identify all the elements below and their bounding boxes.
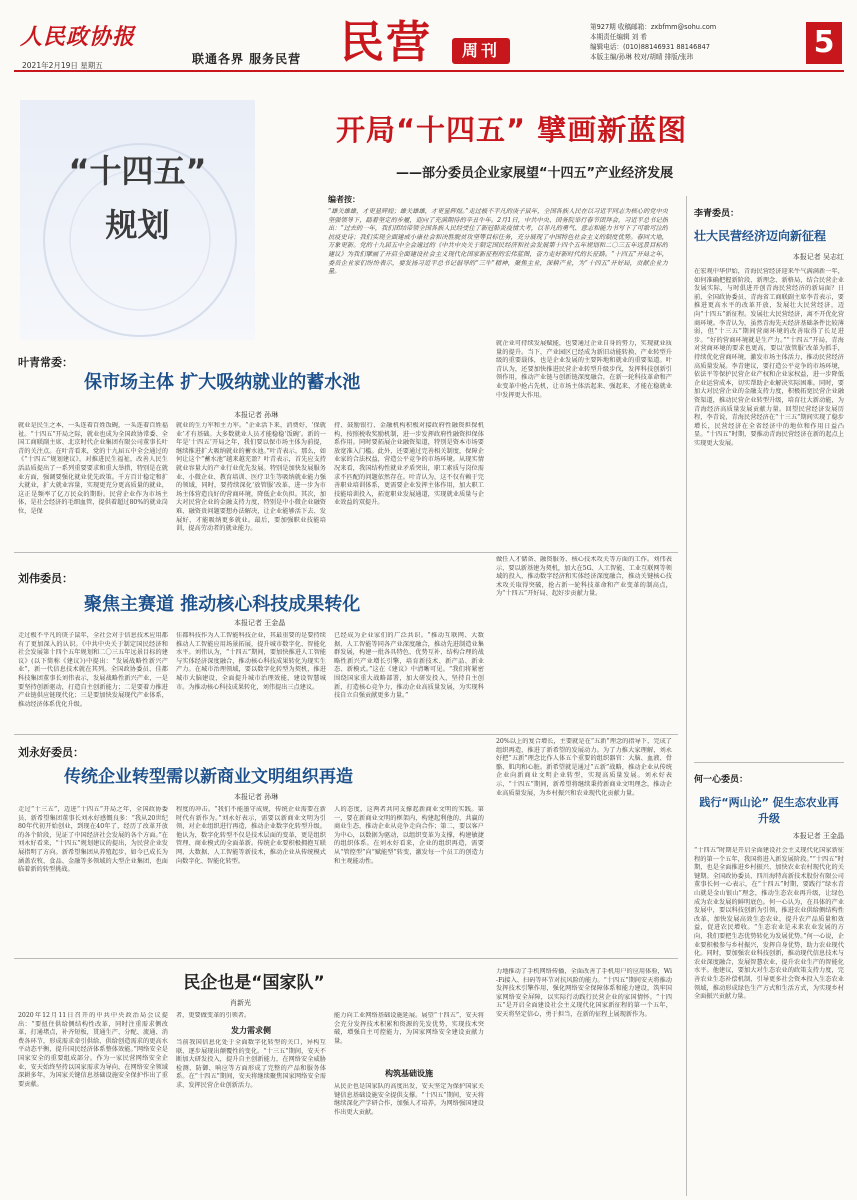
masthead-slogans: 联通各界 服务民营	[192, 52, 302, 66]
plan-box	[20, 100, 255, 340]
article-1-title: 保市场主体 扩大吸纳就业的蓄水池	[84, 372, 361, 393]
article-3-col2: 程度的冲击。“我们不能墨守成规，传统企业需要在新时代有新作为。”刘永好表示，需要以新商业文明为引领，对企业组织进行再造，推动企业数字化转型升级。他认为，数字化转型不仅是技术层面的变革，更是组织管理、商业模式的全面革新。传统企业要积极拥抱互联网、大数据、人工智能等新技术，推动企业从传统模式向数字化、智能化转型。	[176, 806, 326, 865]
masthead	[0, 0, 857, 92]
article-2-col2: 佳都科技作为人工智能科技企业，其最重要的是要持续推动人工智能应用场景拓展，提升城市数字化、智能化水平。刘伟认为，“十四五”期间，要加快推进人工智能与实体经济深度融合，推动核心科技成果转化为现实生产力。在城市治理领域，要以数字化转型为契机，推进城市大脑建设，全面提升城市治理效能，建设智慧城市。为推动核心科技成果转化，刘伟提出三点建议。	[176, 632, 326, 691]
article-1-col1: 就业是民生之本，一头连着百姓饭碗，一头连着百姓福祉。“十四五”开局之际，就业也成为全国政协常委、全国工商联副主席、北京时代企业集团有限公司董事长叶青的关注点。在叶青看来，党的十九届五中全会通过的《“十四五”规划建议》，对推进民生福祉，改善人民生活品质提出了一系列重要要求和重大举措，特别是在就业方面，强调要强化就业优先政策。千方百计稳定和扩大就业，扩大就业容量，实现更充分更高质量的就业，这正是频率了亿万民众的期盼。民营企业作为市场主体，是社会经济的毛细血管，提供着超过80%的就业岗位，是保	[18, 422, 168, 515]
right-article-1-title: 壮大民营经济迈向新征程	[694, 229, 827, 243]
article-3-col3: 人的态度，这两者共同支撑起新商业文明的实践。第一，要在新商业文明的框架内，构建起利他的、共赢的商业生态，推动企业从竞争走向合作；第二，要以客户为中心，以数据为驱动，以组织变革为支撑，构建敏捷的组织体系。在刘永好看来，企业的组织再造，需要从“管控型”向“赋能型”转变，激发每一个员工的创造力和主观能动性。	[334, 806, 484, 865]
issue-info-block	[590, 22, 790, 62]
section-badge	[452, 38, 510, 64]
right-article-2-tag: 何一心委员：	[694, 775, 749, 785]
article-1-col4: 就企业可持续发展赋能，也要通过企业自身的努力，实现就业质量的提升。当下，产业园区已经成为新旧动能转换、产业转型升级的重要载体，也是企业发展的主要阵地和就业的重要渠道。叶青认为，还要加快推进民营企业转型升级步伐，发挥科技创新引领作用，推动产业链与创新链深度融合，在新一轮科技革命和产业变革中抢占先机，让市场主体活起来、强起来，才能在稳就业中发挥更大作用。	[496, 340, 672, 399]
right-article-1-body: 在宏观中华伊始，青海民营经济迎来牛气满满新一年，如何准确把握新阶段、新理念、新格局，结合民营企业发展实际，与时俱进开创青海民营经济的新局面？日前，全国政协委员、青海省工商联副主席李青表示，要推进更高水平的改革开放，发展壮大民营经济，迈向“十四五”新征程。发展壮大民营经济，离不开优化营商环境。李青认为，虽然青海先天经济基础条件比较薄弱，但“十三五”期间营商环境的改善取得了长足进步。“好的营商环境就是生产力。”“十四五”开局，青海对营商环境的要求也更高，要以‘放管服’改革为抓手，持续优化营商环境，激发市场主体活力，推动民营经济高质量发展。李青建议，要打造公平竞争的市场环境，依法平等保护民营企业产权和企业家权益，进一步降低企业运营成本，切实帮助企业解决实际困难。同时，要加大对民营企业的金融支持力度，积极拓宽民营企业融资渠道，推动民营企业转型升级，培育壮大新动能，为青海经济高质量发展贡献力量。回望民营经济发展历程，李青说，青海民营经济在“十三五”期间实现了稳步增长，民营经济在全省经济中的地位和作用日益凸显。“十四五”时期，要推动青海民营经济在新的起点上实现更大发展。	[694, 268, 844, 447]
article-4-col2-lead: 者，更要做变革的引领者。	[176, 1012, 251, 1019]
article-4	[14, 960, 678, 1196]
right-article-2-title: 践行“两山论” 促生态农业再升级	[699, 796, 839, 825]
issue-info: 第927期 收稿邮箱：zxbfmm@sohu.com	[590, 23, 717, 31]
article-2	[14, 556, 678, 732]
article-4-col3-subhead: 构筑基础设施	[385, 1069, 433, 1078]
section-title: 民营	[340, 17, 432, 68]
article-2-col3: 已经成为企业家们的广泛共识。“推动互联网、大数据、人工智能等同各产业深度融合，推动先进制造业集群发展，构建一批各具特色、优势互补、结构合理的战略性新兴产业增长引擎，培育新技术、新产品、新业态、新模式。”这在《建议》中清晰可见。“我们将紧密围绕国家重大战略部署，加大研发投入，坚持自主创新，打造核心竞争力，推动企业高质量发展，为实现科技自立自强贡献更多力量。”	[334, 632, 484, 700]
paper-name: 人民政协报	[20, 24, 136, 50]
article-2-col1: 走过极不平凡的庚子鼠年，全社会对于信息技术应用都有了更加深入的认识。《中共中央关于制定国民经济和社会发展第十四个五年规划和二〇三五年远景目标的建议》(以下简称《建议》)中提出：“发展战略性新兴产业”，新一代信息技术就在其列。全国政协委员、佳都科技集团董事长刘伟表示，发展战略性新兴产业，一是要坚持创新驱动，打造自主创新能力；二是要着力推进产业链供应链现代化；三是要加快发展现代产业体系，推动经济体系优化升级。	[18, 632, 168, 708]
article-4-col4: 力地推动了手机网络传播，全面改善了手机用户的应用体验，Wi-Fi接入、扫码等环节对抗风险的能力。“十四五”期间安天将推动发挥技术引擎作用，强化网络安全保障体系和能力建设，筑牢国家网络安全屏障，以实际行动践行民营企业的家国情怀。“十四五”是开启全面建设社会主义现代化国家新征程的第一个五年，安天将坚定信心，勇于担当，在新的征程上展现新作为。	[496, 968, 672, 1018]
article-4-byline: 肖新光	[230, 999, 251, 1007]
plan-box-line2: 规划	[105, 206, 170, 244]
article-4-col3-lead: 能力向工业网络基础设施延展。展望“十四五”，安天将会充分发挥技术积累和资源的先发优势，实现技术突破，增强自主可控能力，为国家网络安全建设贡献力量。	[334, 1012, 484, 1045]
right-article-1-byline: 本报记者 吴志红	[792, 253, 844, 261]
article-1-byline: 本报记者 孙琳	[234, 411, 279, 419]
right-article-2	[694, 772, 844, 1192]
article-1-col3: 持、鼓励银行、金融机构积极对接政府性融资担保机构，按照税收奖励机制，进一步发挥政府性融资担保体系作用。同时要拓展企业融资渠道，特别是资本市场要放宽准入门槛。此外，还要通过完善相关制度，保障企业家的合法权益，营造公平竞争的市场环境。从现实情况来看，我国结构性就业矛盾突出，职工素质与岗位需求不匹配的问题依然存在。叶青认为，这不仅有赖于完善职业培训体系，更需要企业发挥主体作用，加大职工技能培训投入，拓宽职业发展通道，实现就业质量与企业效益的双提升。	[334, 422, 484, 507]
article-3	[14, 738, 678, 956]
sub-headline: ——部分委员企业家展望“十四五”产业经济发展	[396, 166, 674, 181]
article-2-col4: 做任人才储备、融资服务、核心技术攻关等方面的工作。刘伟表示，要以新基建为契机，加大在5G、人工智能、工业互联网等领域的投入，推动数字经济和实体经济深度融合，推动关键核心技术攻关取得突破，抢占新一轮科技革命和产业变革的制高点，为“十四五”开好局、起好步贡献力量。	[496, 556, 672, 598]
article-2-tag: 刘伟委员：	[18, 572, 73, 585]
right-article-2-byline: 本报记者 王金晶	[792, 832, 844, 840]
editor-note-label: 编者按：	[328, 195, 360, 204]
masthead-rule	[14, 70, 844, 72]
article-2-byline: 本报记者 王金晶	[234, 619, 286, 627]
issue-date: 2021年2月19日 星期五	[22, 61, 103, 70]
article-divider-2	[14, 734, 678, 735]
article-4-col2-wrap	[176, 1012, 326, 1192]
article-4-col2-subhead: 发力需求侧	[231, 1026, 271, 1035]
right-column-divider	[686, 196, 687, 1196]
article-3-col4: 20%以上的复合增长，主要就是在“五新”理念的指导下，完成了组织再造，推进了新希望的发展动力。为了力推大家理解，刘永好把“五新”理念比作人体五个重要的组织器官：大脑、血液、骨骼、肌肉和心脏。新希望就是通过“五新”战略，推动企业从传统企业向新商业文明企业转型，实现高质量发展。刘永好表示，“十四五”期间，新希望将继续秉持新商业文明理念，推动企业高质量发展，为乡村振兴和农业现代化贡献力量。	[496, 738, 672, 797]
article-1-col2: 就业的生力军和主力军。“企业活下来，消费好，‘保就业’才有基础。大多数就业人员才能稳稳‘饭碗’。新的一年是‘十四五’开局之年，我们要以保市场主体为前提，继续推进扩大吸纳就业的蓄水池。”叶青表示。那么，如何让这个“蓄水池”越来越充盈？叶青表示，首先应支持就业容量大的产业行业优先发展。特别是加快发展服务业、小微企业、教育培训、医疗卫生等吸纳就业能力强的领域，同时，要持续深化‘放管服’改革，进一步为市场主体营造良好的营商环境，降低企业负担。其次，加大对民营企业的金融支持力度，特别是中小微企业融资难、融资贵问题要想办法解决，让企业能够活下去、发展好，才能吸纳更多就业。最后，要加强职业技能培训，提高劳动者的就业能力。	[176, 422, 326, 533]
editor-line: 本期责任编辑 刘 希	[590, 33, 647, 41]
article-4-col2-body: 当前我国信息化处于全面数字化转型的关口，异构互联、逐步展现出颠覆性的变化。“十三五”期间，安天不断加大研发投入，提升自主创新能力，在网络安全威胁检测、防御、响应等方面形成了完整的产品和服务体系。在“十四五”期间，安天将继续聚焦国家网络安全需求，发挥民营企业创新活力。	[176, 1039, 326, 1089]
page-number: 5	[813, 25, 835, 60]
staff-line: 本版主编/孙琳 校对/胡晴 排版/张玮	[590, 53, 694, 61]
article-1-tag: 叶青常委：	[18, 356, 73, 369]
article-3-tag: 刘永好委员：	[18, 746, 84, 759]
right-article-1	[694, 206, 844, 746]
editor-note-body: “雄关雄雄，才更显辉煌；雄关雄雄，才更显辉煌。”走过极不平凡的庚子鼠年，全国各族人民在以习近平同志为核心的党中央坚强领导下，踏着坚定的步履，迎向了充满期待的辛丑牛年。2月1日，中共中央、国务院举行春节团拜会，习近平总书记指出：“过去的一年，我们团结带领全国各族人民经受住了新冠肺炎疫情大考，以非凡的勇气、意志和能力书写下了可歌可泣的抗疫史诗；我们实现全面建成小康社会和决胜脱贫攻坚等目标任务，充分展现了中国特色社会主义的制度优势。春回大地，万象更新。党的十九届五中全会通过的《中共中央关于制定国民经济和社会发展第十四个五年规划和二〇三五年远景目标的建议》为我们擘画了开启全面建设社会主义现代化国家新征程的宏伟蓝图，奋力走好新时代的长征路。“十四五”开局之年，委员企业家们纷纷表示，要发扬习近平总书记倡导的“三牛”精神，聚焦主业，深耕产业，为“十四五”开好局，贡献企业力量。	[328, 208, 668, 276]
article-3-byline: 本报记者 孙琳	[234, 793, 279, 801]
article-2-title: 聚焦主赛道 推动核心科技成果转化	[84, 594, 361, 615]
phone-line: 编辑电话：(010)88146931 88146847	[590, 43, 710, 51]
article-4-col1: 2020年12月11日召开的中共中央政治局会议提出：“要扭住供给侧结构性改革，同时注重需求侧改革，打通堵点，补齐短板，贯通生产、分配、流通、消费各环节，形成需求牵引供给、供给创造需求的更高水平动态平衡，提升国民经济体系整体效能。”网络安全是国家安全的重要组成部分。作为一家民营网络安全企业，安天始终坚持以国家需求为导向，在网络安全领域深耕多年，为国家关键信息基础设施安全保护作出了重要贡献。	[18, 1012, 168, 1088]
article-4-col3-wrap	[334, 1012, 484, 1192]
article-1	[14, 340, 678, 550]
article-divider-1	[14, 552, 678, 553]
article-4-col3-body: 从民企也是国家队的高度出发，安天坚定为保护国家关键信息基础设施安全提供支撑。“十四五”期间，安天将继续深化产学研合作，加强人才培养，为网络强国建设作出更大贡献。	[334, 1083, 484, 1116]
article-3-col1: 走过“十三五”，迈进“十四五”开局之年，全国政协委员、新希望集团董事长刘永好感慨良多：“我从20世纪80年代初开始创业，到现在40年了，经历了改革开放的各个阶段，见证了中国经济社会发展的各个方面。”在刘永好看来，“十四五”规划建议的提出，为民营企业发展指明了方向。新希望集团从养殖起步，如今已成长为涵盖农牧、食品、金融等多领域的大型企业集团，也面临着新的转型挑战。	[18, 806, 168, 874]
article-4-title: 民企也是“国家队”	[183, 973, 325, 993]
right-article-2-body: “十四五”时期是开启全面建设社会主义现代化国家新征程的第一个五年，我国将进入新发展阶段。”“十四五”时期，也是全面推进乡村振兴、加快农业农村现代化的关键期。全国政协委员、四川海特高新技术股份有限公司董事长何一心表示，在“十四五”时期，要践行“绿水青山就是金山银山”理念，推动生态农业再升级，让绿色成为农业发展的鲜明底色。何一心认为，在具体的产业发展中，要以科技创新为引领，推进农业供给侧结构性改革，加快发展高效生态农业，提升农产品质量和效益，促进农民增收。“生态农业是未来农业发展的方向，我们要把生态优势转化为发展优势。”何一心说，企业要积极参与乡村振兴，发挥自身优势，助力农业现代化。同时，要加强农业科技创新，推动现代信息技术与农业深度融合，发展智慧农业，提升农业生产的智能化水平。他建议，要加大对生态农业的政策支持力度，完善农业生态补偿机制，引导更多社会资本投入生态农业领域，推动形成绿色生产方式和生活方式，为实现乡村全面振兴贡献力量。	[694, 847, 844, 1001]
main-headline: 开局“十四五” 擘画新蓝图	[336, 113, 688, 147]
editor-note	[328, 194, 668, 326]
right-article-1-tag: 李青委员：	[694, 209, 740, 219]
article-3-title: 传统企业转型需以新商业文明组织再造	[64, 767, 353, 787]
section-badge-label: 周刊	[461, 41, 500, 60]
plan-box-line1: “十四五”	[68, 152, 207, 190]
page-number-badge	[806, 22, 842, 64]
right-article-divider	[694, 762, 844, 763]
